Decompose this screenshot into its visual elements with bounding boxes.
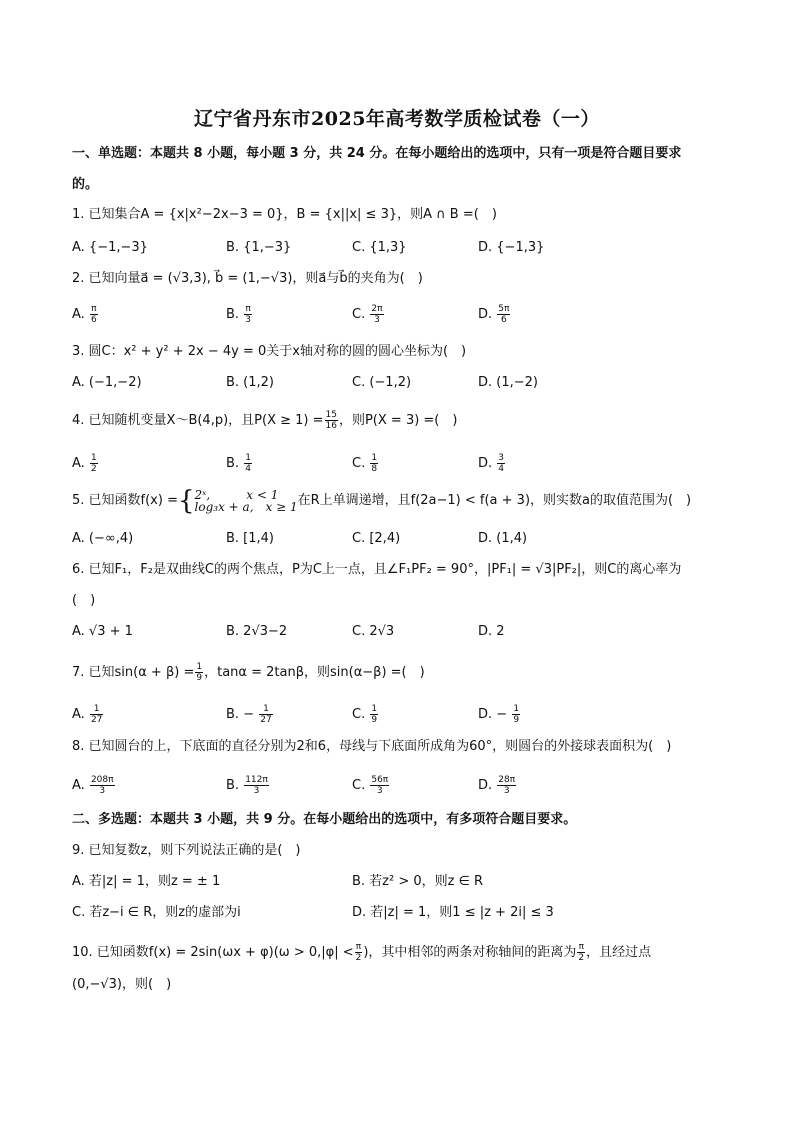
q10-stem-end: ，且经过点 (586, 945, 652, 960)
q8-option-a-den: 3 (99, 786, 106, 796)
q10-stem (72, 942, 651, 963)
q1-option-a: A. {−1,−3} (72, 240, 148, 255)
q6-stem: 6. 已知F₁，F₂是双曲线C的两个焦点，P为C上一点，且∠F₁PF₂ = 90°，|PF₁| = √3|PF₂|，则C的离心率为 (72, 562, 682, 577)
q6-option-c: C. 2√3 (352, 624, 395, 639)
q3-option-d: D. (1,−2) (478, 375, 538, 390)
q3-option-c: C. (−1,2) (352, 375, 412, 390)
q10-frac2-num: π (578, 942, 584, 952)
q10-frac1-den: 2 (355, 953, 362, 963)
q4-option-d-fraction (497, 453, 505, 474)
q2-option-b-num: π (245, 304, 251, 314)
q2-option-d-fraction (497, 304, 510, 325)
q8-option-b-den: 3 (253, 786, 260, 796)
q7-option-d-fraction (512, 704, 520, 725)
q7-option-b-sign: − (243, 707, 255, 722)
q4-stem (72, 410, 457, 431)
q2-stem: 2. 已知向量a⃗ = (√3,3), b⃗ = (1,−√3)，则a⃗与b⃗的夹角为( ) (72, 271, 423, 286)
q4-option-c-den: 8 (371, 464, 378, 474)
q4-option-a-num: 1 (90, 453, 97, 463)
q5-option-c: C. [2,4) (352, 531, 401, 546)
q7-stem-start: 7. 已知sin(α + β) = (72, 665, 195, 680)
q8-option-c-fraction (370, 775, 389, 796)
q4-option-b-label: B. (226, 456, 240, 471)
q9-option-d: D. 若|z| = 1，则1 ≤ |z + 2i| ≤ 3 (352, 905, 554, 920)
q8-option-c-den: 3 (376, 786, 383, 796)
q7-option-a (72, 704, 104, 725)
q7-option-a-fraction (90, 704, 103, 725)
q4-option-b-num: 1 (245, 453, 251, 463)
q5-stem-start: 5. 已知函数f(x) = (72, 493, 178, 508)
q2-option-b-fraction (244, 304, 252, 325)
q2-option-d-num: 5π (498, 304, 510, 314)
section1-heading: 一、单选题：本题共 8 小题，每小题 3 分，共 24 分。在每小题给出的选项中，只有一项是符合题目要求 (72, 146, 682, 161)
q7-stem (72, 662, 425, 683)
q4-stem-frac-den: 16 (325, 421, 337, 431)
q10-frac2-den: 2 (578, 953, 585, 963)
q7-option-a-den: 27 (90, 715, 103, 725)
q2-option-a-label: A. (72, 307, 85, 322)
q3-option-a: A. (−1,−2) (72, 375, 142, 390)
q7-option-b-label: B. (226, 707, 240, 722)
q9-option-b: B. 若z² > 0，则z ∈ R (352, 874, 484, 889)
q5-case-1: 2ˣ, x < 1 (194, 487, 279, 502)
q2-option-c-den: 3 (374, 315, 380, 325)
q7-stem-fraction (195, 662, 203, 683)
q7-option-d-den: 9 (513, 715, 520, 725)
q4-option-d-den: 4 (498, 464, 505, 474)
q8-option-b-fraction (244, 775, 269, 796)
q5-piecewise-brace: { (177, 485, 195, 516)
q7-option-c-fraction (370, 704, 378, 725)
q4-option-c-num: 1 (371, 453, 378, 463)
q4-option-a-den: 2 (90, 464, 97, 474)
q2-option-c (352, 304, 385, 325)
q2-option-d-den: 6 (501, 315, 507, 325)
q8-option-c-num: 56π (371, 775, 389, 785)
q8-option-a-num: 208π (90, 775, 114, 785)
q7-option-b (226, 704, 274, 725)
q10-stem-cont: (0,−√3)，则( ) (72, 977, 172, 992)
q7-option-d-num: 1 (513, 704, 520, 714)
q6-option-a: A. √3 + 1 (72, 624, 133, 639)
q4-stem-start: 4. 已知随机变量X～B(4,p)，且P(X ≥ 1) = (72, 413, 324, 428)
q5-option-b: B. [1,4) (226, 531, 275, 546)
q10-fraction-2 (577, 942, 585, 963)
section2-heading: 二、多选题：本题共 3 小题，共 9 分。在每小题给出的选项中，有多项符合题目要求。 (72, 812, 577, 827)
q3-stem: 3. 圆C：x² + y² + 2x − 4y = 0关于x轴对称的圆的圆心坐标为( ) (72, 344, 467, 359)
q7-option-b-den: 27 (260, 715, 272, 725)
q2-option-a-num: π (91, 304, 97, 314)
q8-option-a (72, 775, 116, 796)
q10-stem-mid: )，其中相邻的两条对称轴间的距离为 (363, 945, 577, 960)
q8-option-d-label: D. (478, 778, 493, 793)
q8-option-c-label: C. (352, 778, 366, 793)
q4-option-c (352, 453, 379, 474)
q8-option-d (478, 775, 517, 796)
q4-option-c-label: C. (352, 456, 366, 471)
section1-heading-cont: 的。 (72, 177, 99, 192)
q7-option-a-label: A. (72, 707, 85, 722)
q7-stem-frac-den: 9 (196, 673, 203, 683)
q6-option-d: D. 2 (478, 624, 505, 639)
q5-option-d: D. (1,4) (478, 531, 528, 546)
q7-stem-end: ，tanα = 2tanβ，则sin(α−β) =( ) (204, 665, 425, 680)
q7-option-d (478, 704, 521, 725)
q10-fraction-1 (355, 942, 363, 963)
q4-stem-fraction (325, 410, 338, 431)
q2-option-a-fraction (90, 304, 98, 325)
q4-option-a-fraction (90, 453, 98, 474)
q8-option-d-den: 3 (503, 786, 510, 796)
q7-option-c-label: C. (352, 707, 366, 722)
q8-option-d-num: 28π (498, 775, 516, 785)
q7-option-d-sign: − (496, 707, 508, 722)
q2-option-b-label: B. (226, 307, 240, 322)
q5-stem-end: 在R上单调递增，且f(2a−1) < f(a + 3)，则实数a的取值范围为( ) (297, 493, 692, 508)
q4-stem-frac-num: 15 (325, 410, 337, 420)
q8-option-d-fraction (497, 775, 516, 796)
q7-option-a-num: 1 (90, 704, 103, 715)
q4-option-b-fraction (244, 453, 252, 474)
q7-option-b-fraction (259, 704, 272, 725)
q7-stem-frac-num: 1 (196, 662, 203, 672)
q7-option-d-label: D. (478, 707, 493, 722)
exam-title: 辽宁省丹东市2025年高考数学质检试卷（一） (194, 108, 600, 130)
q8-option-b-label: B. (226, 778, 240, 793)
q9-option-a: A. 若|z| = 1，则z = ± 1 (72, 874, 221, 889)
q8-option-b-num: 112π (245, 775, 268, 785)
q7-option-c-den: 9 (371, 715, 378, 725)
q8-stem: 8. 已知圆台的上，下底面的直径分别为2和6，母线与下底面所成角为60°，则圆台的外接球表面积为( ) (72, 739, 672, 754)
q1-option-d: D. {−1,3} (478, 240, 545, 255)
q2-option-b-den: 3 (245, 315, 251, 325)
q8-option-c (352, 775, 390, 796)
q2-option-c-num: 2π (371, 304, 383, 314)
q2-option-c-label: C. (352, 307, 366, 322)
q9-option-c: C. 若z−i ∈ R，则z的虚部为i (72, 905, 241, 920)
q5-case-2: log₃x + a, x ≥ 1 (194, 499, 298, 514)
q4-option-c-fraction (370, 453, 378, 474)
q4-option-d-num: 3 (498, 453, 505, 463)
q8-option-a-label: A. (72, 778, 85, 793)
q8-option-b (226, 775, 270, 796)
q2-option-d-label: D. (478, 307, 493, 322)
q5-option-a: A. (−∞,4) (72, 531, 134, 546)
q4-option-b (226, 453, 253, 474)
q2-option-c-fraction (370, 304, 383, 325)
q4-stem-end: ，则P(X = 3) =( ) (338, 413, 458, 428)
q4-option-a (72, 453, 99, 474)
q7-option-c (352, 704, 379, 725)
q4-option-d-label: D. (478, 456, 493, 471)
q3-option-b: B. (1,2) (226, 375, 275, 390)
q4-option-b-den: 4 (245, 464, 251, 474)
q2-option-a (72, 304, 99, 325)
q4-option-d (478, 453, 506, 474)
q1-option-c: C. {1,3} (352, 240, 407, 255)
q2-option-d (478, 304, 511, 325)
q5-piecewise (195, 489, 298, 513)
q5-stem (72, 486, 691, 516)
q10-frac1-num: π (355, 942, 362, 952)
q8-option-a-fraction (90, 775, 115, 796)
q1-option-b: B. {1,−3} (226, 240, 292, 255)
q4-option-a-label: A. (72, 456, 85, 471)
q2-option-a-den: 6 (90, 315, 97, 325)
q6-stem-cont: ( ) (72, 593, 96, 608)
q9-stem: 9. 已知复数z，则下列说法正确的是( ) (72, 843, 301, 858)
q7-option-c-num: 1 (371, 704, 378, 714)
q1-stem: 1. 已知集合A = {x|x²−2x−3 = 0}，B = {x||x| ≤ 3}，则A ∩ B =( ) (72, 207, 497, 222)
q10-stem-start: 10. 已知函数f(x) = 2sin(ωx + φ)(ω > 0,|φ| < (72, 945, 354, 960)
q6-option-b: B. 2√3−2 (226, 624, 288, 639)
q7-option-b-num: 1 (259, 704, 272, 715)
q2-option-b (226, 304, 253, 325)
